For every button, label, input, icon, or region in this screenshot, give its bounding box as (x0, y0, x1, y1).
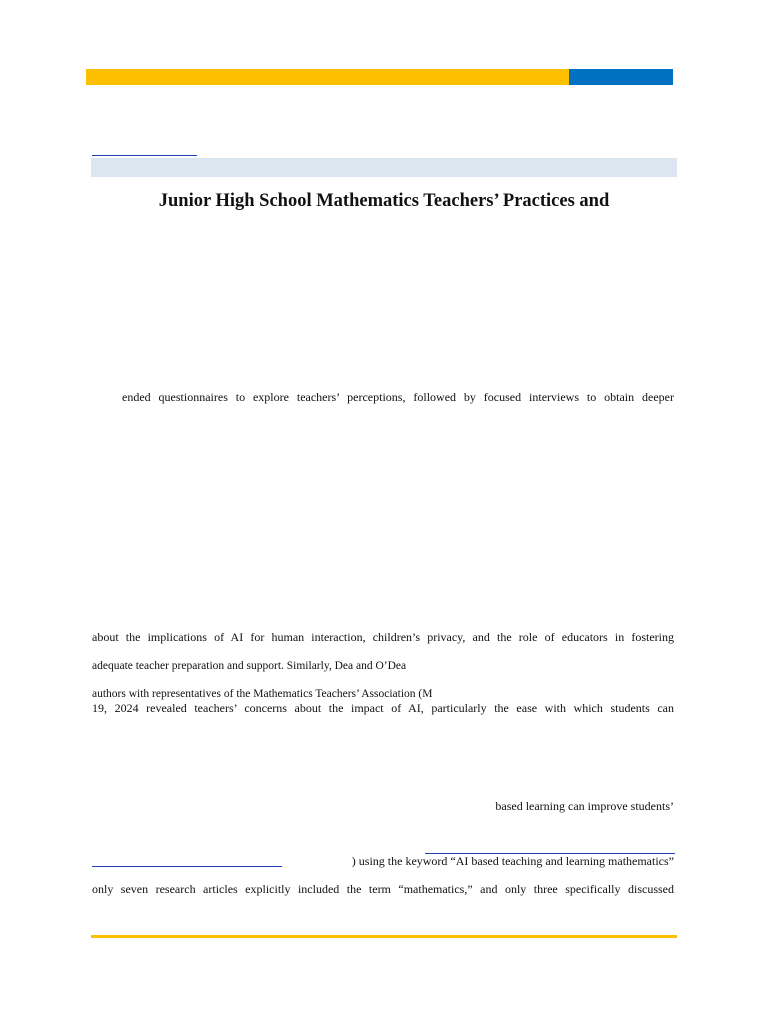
body-text-line: ) using the keyword “AI based teaching and learning mathematics” (351, 854, 674, 868)
header-accent-bar-yellow (86, 69, 569, 85)
body-text-line: ended questionnaires to explore teachers’ perceptions, followed by focused interviews to obtain deeper (122, 390, 674, 404)
shaded-header-band (91, 158, 677, 177)
body-text-line: 19, 2024 revealed teachers’ concerns about the impact of AI, particularly the ease with which students can (92, 701, 674, 715)
body-text-line: about the implications of AI for human interaction, children’s privacy, and the role of educators in fostering (92, 630, 674, 644)
header-accent-bar-blue (569, 69, 673, 85)
page-title: Junior High School Mathematics Teachers’ Practices and (158, 191, 610, 211)
body-text-line: adequate teacher preparation and support. Similarly, Dea and O’Dea (92, 660, 407, 672)
hyperlink-underline[interactable] (92, 155, 197, 156)
body-text-line: based learning can improve students’ (495, 799, 674, 813)
footer-rule (91, 935, 677, 938)
body-text-line: authors with representatives of the Mathematics Teachers’ Association (M (92, 688, 433, 700)
body-text-line: only seven research articles explicitly included the term “mathematics,” and only three specifically discussed (92, 882, 674, 896)
